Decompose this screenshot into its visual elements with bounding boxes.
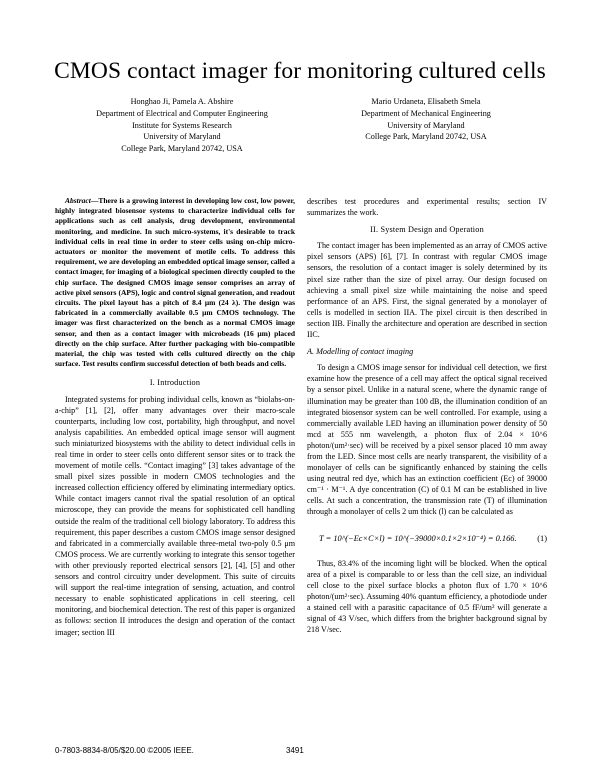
equation-number: (1) xyxy=(537,533,547,543)
affiliation-line: University of Maryland xyxy=(143,132,221,142)
subsection-heading-modelling: A. Modelling of contact imaging xyxy=(307,347,414,357)
right-column xyxy=(307,196,547,635)
affiliation-line: College Park, Maryland 20742, USA xyxy=(121,144,243,154)
introduction-paragraph: Integrated systems for probing individual cells, known as “biolabs-on-a-chip” [1], [2], offer many advantages over their macro-scale counterparts, including low cost, portability, high throughput, and novel analysis capabilities. An embedded optical image sensor will augment such miniaturized biosystems with the ability to detect individual cells in real time in order to steer cells onto different sensor sites or to track the movement of motile cells. “Contact imaging” [3] takes advantage of the small pixel sizes possible in modern CMOS technologies and the increased collection efficiency offered by eliminating intermediary optics. While contact imagers cannot rival the spatial resolution of an optical microscope, they can provide the means for sophisticated cell handling outside the realm of the traditional cell biology laboratory. To address this requirement, this paper describes a custom CMOS image sensor designed and fabricated in a commercially available three-metal two-poly 0.5 μm CMOS process. We are currently working to integrate this sensor together with other previously reported electrical sensors [2], [4], [5] and other sensors and control circuitry under development. This suite of circuits will support the real-time integration of sensing, actuation, and control necessary to enable sophisticated applications in cell steering, cell monitoring, and biochemical detection. The rest of this paper is organized as follows: section II introduces the design and operation of the contact imager; section III xyxy=(55,394,295,637)
affiliation-line: College Park, Maryland 20742, USA xyxy=(365,132,487,142)
equation-text: T = 10^(−Ec×C×l) = 10^(−39000×0.1×2×10⁻⁴) = 0.166. xyxy=(319,533,517,543)
abstract-text: There is a growing interest in developing low cost, low power, highly integrated biosensor systems to characterize individual cells for applications such as cell analysis, drug development, environmental monitoring, and medicine. In such micro-systems, it's desirable to track individual cells in real time in order to steer cells using on-chip micro-actuators or monitor the movement of motile cells. To address this requirement, we are developing an embedded optical image sensor, called a contact imager, for imaging of a biological specimen directly coupled to the chip surface. The designed CMOS image sensor comprises an array of active pixel sensors (APS), logic and control signal generation, and readout circuits. The pixel layout has a pitch of 8.4 μm (24 λ). The design was fabricated in a commercially available 0.5 μm CMOS technology. The imager was first characterized on the bench as a normal CMOS image sensor, and then as a contact imager with microbeads (16 μm) placed directly on the chip surface. After further packaging with bio-compatible material, the chip was tested with cells cultured directly on the chip surface. Test results confirm successful detection of both beads and cells. xyxy=(55,196,295,369)
footer-isbn: 0-7803-8834-8/05/$20.00 ©2005 IEEE. xyxy=(55,746,194,755)
paper-title: CMOS contact imager for monitoring cultured cells xyxy=(54,58,546,84)
affiliation-line: Department of Mechanical Engineering xyxy=(361,108,491,118)
after-equation-paragraph: Thus, 83.4% of the incoming light will be blocked. When the optical area of a pixel is comparable to or less than the cell size, an individual cell close to the pixel surface blocks a photon flux of 1.70 × 10^6 photon/(um²·sec). Assuming 40% quantum efficiency, a photodiode under a stained cell with a parasitic capacitance of 0.5 fF/um² will generate a signal of 43 V/sec, which differs from the brighter background signal by 218 V/sec. xyxy=(307,558,547,635)
equation-1 xyxy=(307,528,547,552)
abstract-label: Abstract xyxy=(65,196,91,205)
author-block-left xyxy=(62,96,302,155)
author-names-left: Honghao Ji, Pamela A. Abshire xyxy=(130,97,234,106)
section-heading-introduction: I. Introduction xyxy=(149,378,201,388)
affiliation-line: University of Maryland xyxy=(387,120,465,130)
affiliation-line: Institute for Systems Research xyxy=(132,120,232,130)
affiliation-line: Department of Electrical and Computer Engineering xyxy=(96,108,268,118)
system-design-paragraph: The contact imager has been implemented as an array of CMOS active pixel sensors (APS) [6], [7]. In contrast with regular CMOS image sensors, the resolution of a contact imager is solely determined by its pixel size rather than the size of pixel array. Our design focused on achieving a small pixel size while maintaining the noise and speed performance of an APS. First, the signal generated by a monolayer of cells is modelled in section IIA. The pixel circuit is then described in section IIB. Finally the architecture and operation are described in section IIC. xyxy=(307,241,547,340)
footer-page-number: 3491 xyxy=(286,746,304,755)
modelling-paragraph: To design a CMOS image sensor for individual cell detection, we first examine how the presence of a cell may affect the optical signal received by a sensor pixel. Unlike in a natural scene, where the dynamic range of illumination may be greater than 100 dB, the illumination condition of an integrated biosensor system can be well controlled. For example, using a commercially available LED having an illumination power density of 50 mcd at 555 nm wavelength, a photon flux of 2.04 × 10^6 photon/(um²·sec) will be received by a pixel sensor placed 10 mm away from the LED. Since most cells are nearly transparent, the visibility of a monolayer of cells can be significantly enhanced by staining the cells using neutral red dye, which has an extinction coefficient (Ec) of 39000 cm⁻¹ · M⁻¹. A dye concentration (C) of 0.1 M can be established in live cells. At such a concentration, the transmission rate (T) of illumination through a monolayer of cells 2 um thick (l) can be calculated as xyxy=(307,363,547,517)
author-block-right xyxy=(306,96,546,143)
section-heading-system-design: II. System Design and Operation xyxy=(370,225,484,235)
continuation-paragraph: describes test procedures and experimental results; section IV summarizes the work. xyxy=(307,197,547,218)
author-names-right: Mario Urdaneta, Elisabeth Smela xyxy=(371,97,481,106)
left-column xyxy=(55,196,295,638)
abstract: Abstract—There is a growing interest in developing low cost, low power, highly integrated biosensor systems to characterize individual cells for applications such as cell analysis, drug development, environmental monitoring, and medicine. In such micro-systems, it's desirable to track individual cells in real time in order to steer cells using on-chip micro-actuators or monitor the movement of motile cells. To address this requirement, we are developing an embedded optical image sensor, called a contact imager, for imaging of a biological specimen directly coupled to the chip surface. The designed CMOS image sensor comprises an array of active pixel sensors (APS), logic and control signal generation, and readout circuits. The pixel layout has a pitch of 8.4 μm (24 λ). The design was fabricated in a commercially available 0.5 μm CMOS technology. The imager was first characterized on the bench as a normal CMOS image sensor, and then as a contact imager with microbeads (16 μm) placed directly on the chip surface. After further packaging with bio-compatible material, the chip was tested with cells cultured directly on the chip surface. Test results confirm successful detection of both beads and cells. xyxy=(55,196,295,369)
